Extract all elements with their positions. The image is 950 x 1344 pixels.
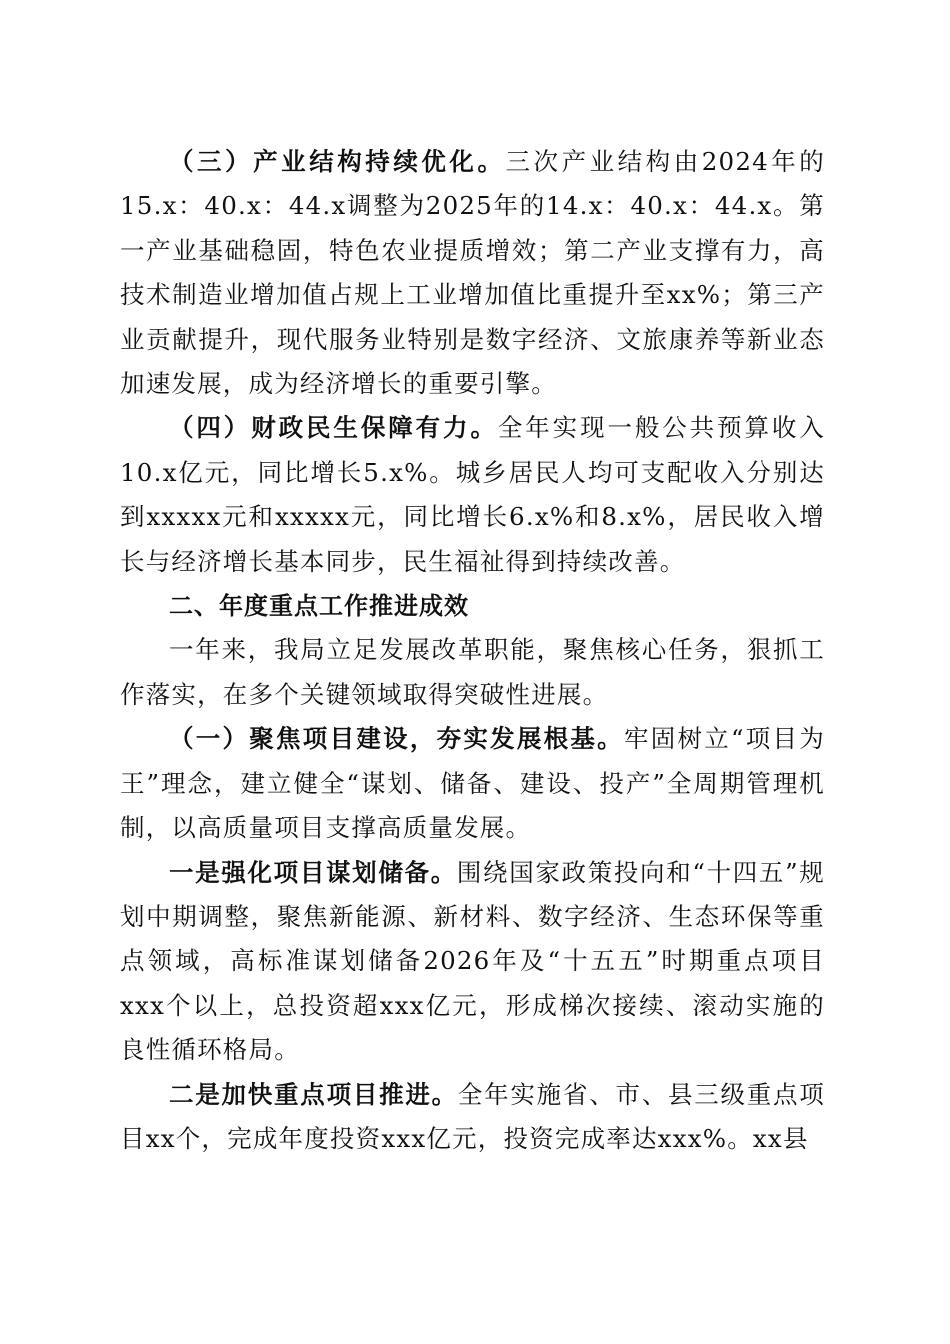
paragraph-text: 三次产业结构由2024年的15.x：40.x：44.x调整为2025年的14.x：40.x：44.x。第一产业基础稳固，特色农业提质增效；第二产业支撑有力，高技术制造业增加值占规上工业增加值比重提升至xx%；第三产业贡献提升，现代服务业特别是数字经济、文旅康养等新业态加速发展，成为经济增长的重要引擎。 [120,147,825,399]
paragraph-project-construction [120,717,825,850]
paragraph-key-projects [120,1073,825,1162]
paragraph-text: 牢固树立“项目为王”理念，建立健全“谋划、储备、建设、投产”全周期管理机制，以高质量项目支撑高质量发展。 [120,724,826,843]
paragraph-lead: （一）聚焦项目建设，夯实发展根基。 [169,724,624,754]
paragraph-intro [120,628,825,717]
paragraph-text: 一年来，我局立足发展改革职能，聚焦核心任务，狠抓工作落实，在多个关键领域取得突破性进展。 [120,635,825,709]
paragraph-lead: 二是加快重点项目推进。 [169,1079,458,1109]
paragraph-industrial-structure [120,140,825,406]
paragraph-text: 围绕国家政策投向和“十四五”规划中期调整，聚焦新能源、新材料、数字经济、生态环保等重点领域，高标准谋划储备2026年及“十五五”时期重点项目xxx个以上，总投资超xxx亿元，形成梯次接续、滚动实施的良性循环格局。 [120,857,825,1065]
document-body [120,140,825,1161]
paragraph-lead: 一是强化项目谋划储备。 [169,857,457,887]
paragraph-lead: （四）财政民生保障有力。 [169,413,498,443]
paragraph-project-planning [120,851,825,1073]
paragraph-text: 全年实施省、市、县三级重点项目xx个，完成年度投资xxx亿元，投资完成率达xxx%。xx县 [120,1079,825,1153]
paragraph-lead: （三）产业结构持续优化。 [169,147,506,176]
paragraph-text: 全年实现一般公共预算收入10.x亿元，同比增长5.x%。城乡居民人均可支配收入分别达到xxxxx元和xxxxx元，同比增长6.x%和8.x%，居民收入增长与经济增长基本同步，民生福祉得到持续改善。 [120,413,825,576]
paragraph-fiscal-livelihood [120,406,825,584]
section-heading: 二、年度重点工作推进成效 [169,592,469,621]
